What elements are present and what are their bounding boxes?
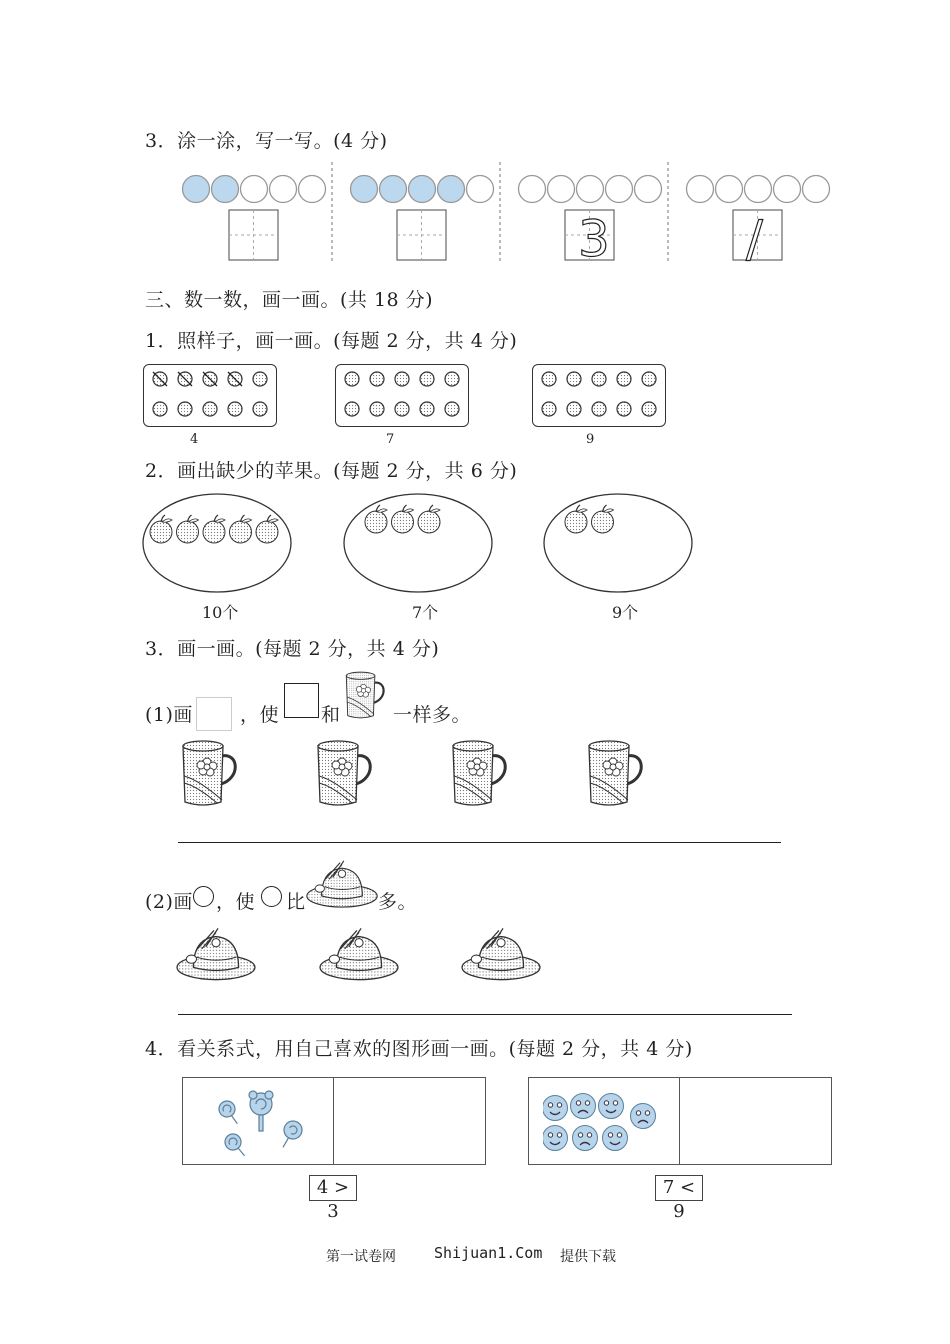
answer-line-1: [178, 842, 781, 843]
q3b-heading: 3．画一画。(每题 2 分，共 4 分): [145, 638, 440, 660]
written-answer: /: [746, 210, 763, 268]
dot: [592, 372, 606, 386]
q3-heading: 3．涂一涂，写一写。(4 分): [145, 130, 388, 152]
counting-circle: [519, 176, 546, 203]
counting-circle: [241, 176, 268, 203]
dot: [617, 402, 631, 416]
dot: [203, 402, 217, 416]
dot: [542, 372, 556, 386]
dot: [395, 402, 409, 416]
ten-frame-1: [143, 364, 277, 427]
q4-heading: 4．看关系式，用自己喜欢的图形画一画。(每题 2 分，共 4 分): [145, 1038, 693, 1060]
face-icon: [603, 1126, 628, 1151]
frame-label-3: 9: [586, 432, 595, 447]
panel-divider: [333, 1078, 334, 1164]
dot: [445, 372, 459, 386]
counting-circle: [438, 176, 465, 203]
cup-2: [311, 738, 383, 808]
sub1-text2: ，使: [240, 704, 280, 726]
counting-circle: [687, 176, 714, 203]
dot: [420, 402, 434, 416]
hat-icon: [305, 857, 379, 909]
face-icon: [631, 1104, 656, 1129]
face-icon: [571, 1094, 596, 1119]
counting-circle: [380, 176, 407, 203]
counting-circle: [409, 176, 436, 203]
relation-box-right: 7 < 9: [655, 1175, 703, 1201]
answer-line-2: [178, 1014, 792, 1015]
ten-frame-3: [532, 364, 666, 427]
dot: [642, 372, 656, 386]
footer-site-en: Shijuan1.Com: [434, 1244, 543, 1262]
counting-circle: [803, 176, 830, 203]
dot: [228, 402, 242, 416]
face-icon: [543, 1126, 568, 1151]
section3-heading: 三、数一数，画一画。(共 18 分): [145, 289, 434, 311]
hat-2: [318, 924, 400, 982]
counting-circle: [467, 176, 494, 203]
dot: [617, 372, 631, 386]
frame-label-2: 7: [386, 432, 395, 447]
dot: [567, 402, 581, 416]
ten-frame-2: [335, 364, 469, 427]
hat-1: [175, 924, 257, 982]
dot: [592, 402, 606, 416]
dot: [345, 372, 359, 386]
counting-circle: [577, 176, 604, 203]
oval-label-3: 9个: [612, 603, 639, 622]
q2-heading: 2．画出缺少的苹果。(每题 2 分，共 6 分): [145, 460, 518, 482]
dot: [253, 402, 267, 416]
counting-circle: [548, 176, 575, 203]
counting-circle: [183, 176, 210, 203]
cup-4: [582, 738, 654, 808]
dot: [178, 402, 192, 416]
written-answer: 3: [578, 210, 610, 268]
face-icon: [543, 1096, 568, 1121]
counting-circle: [635, 176, 662, 203]
cup-icon: [342, 670, 392, 720]
apple-oval-1: [141, 492, 293, 594]
face-icon: [573, 1126, 598, 1151]
dot: [370, 372, 384, 386]
oval-label-2: 7个: [412, 603, 439, 622]
relation-panel-right: [528, 1077, 832, 1165]
sub2-text3: 比: [286, 891, 306, 913]
dot: [420, 372, 434, 386]
square-icon: [284, 683, 319, 718]
frame-label-1: 4: [190, 432, 199, 447]
dot: [542, 402, 556, 416]
ten-frame-dots-1: [144, 365, 276, 426]
counting-circle: [774, 176, 801, 203]
cup-1: [176, 738, 248, 808]
counting-circle: [270, 176, 297, 203]
counting-circles-panel: [170, 160, 850, 270]
sub2-prefix: (2)画: [145, 891, 193, 913]
dot: [153, 402, 167, 416]
hat-3: [460, 924, 542, 982]
counting-circle: [745, 176, 772, 203]
apple-oval-2: [342, 492, 494, 594]
circle-icon: [193, 886, 214, 907]
apple-oval-3: [542, 492, 694, 594]
counting-circle: [212, 176, 239, 203]
relation-panel-left: [182, 1077, 486, 1165]
dot: [567, 372, 581, 386]
ten-frame-dots-3: [533, 365, 665, 426]
faces-icon: [543, 1088, 668, 1158]
dot: [345, 402, 359, 416]
dot: [445, 402, 459, 416]
counting-circle: [716, 176, 743, 203]
cup-3: [446, 738, 518, 808]
relation-box-left: 4 > 3: [309, 1175, 357, 1201]
blank-square-icon: [196, 697, 232, 731]
sub1-prefix: (1)画: [145, 704, 193, 726]
counting-circle: [299, 176, 326, 203]
oval-label-1: 10个: [202, 603, 239, 622]
counting-circle: [351, 176, 378, 203]
ten-frame-dots-2: [336, 365, 468, 426]
lollipops-icon: [211, 1084, 311, 1160]
counting-circle: [606, 176, 633, 203]
circle-icon-2: [261, 886, 282, 907]
face-icon: [599, 1094, 624, 1119]
dot: [253, 372, 267, 386]
sub2-text2: ，使: [216, 891, 256, 913]
dot: [642, 402, 656, 416]
dot: [370, 402, 384, 416]
q1-heading: 1．照样子，画一画。(每题 2 分，共 4 分): [145, 330, 518, 352]
sub1-text3: 和: [321, 704, 341, 726]
dot: [395, 372, 409, 386]
footer-site-cn: 第一试卷网: [326, 1249, 396, 1265]
sub1-text4: 一样多。: [393, 704, 472, 726]
sub2-text4: 多。: [378, 891, 418, 913]
footer-note: 提供下载: [560, 1249, 616, 1265]
panel-divider: [679, 1078, 680, 1164]
